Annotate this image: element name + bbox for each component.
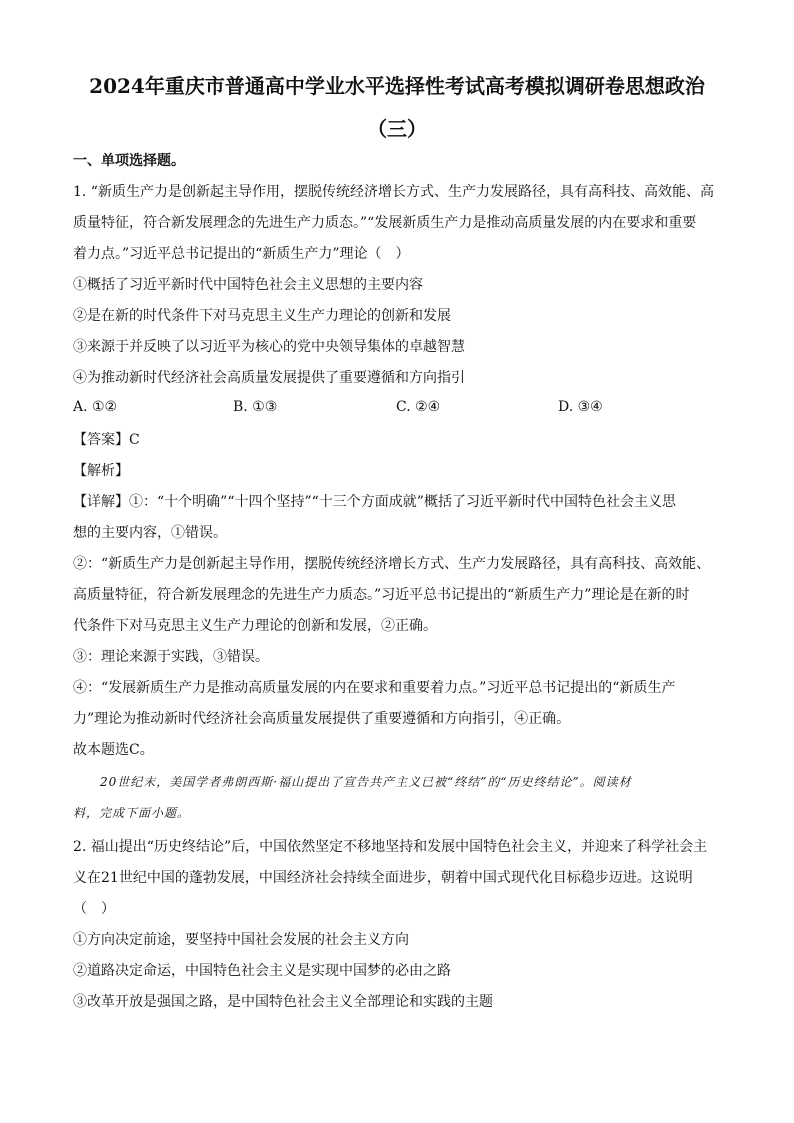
q1-explanation-line: 故本题选C。 xyxy=(73,742,154,758)
q1-stem-line: 着力点。”习近平总书记提出的“新质生产力”理论（ ） xyxy=(73,246,410,262)
q1-statement: ②是在新的时代条件下对马克思主义生产力理论的创新和发展 xyxy=(73,308,451,324)
q2-stem-line: 义在21世纪中国的蓬勃发展，中国经济社会持续全面进步，朝着中国式现代化目标稳步迈进。这说明 xyxy=(73,870,693,886)
q1-option-c: C. ②④ xyxy=(396,399,441,415)
q1-statement: ①概括了习近平新时代中国特色社会主义思想的主要内容 xyxy=(73,277,423,293)
q2-statement: ②道路决定命运，中国特色社会主义是实现中国梦的必由之路 xyxy=(73,963,451,979)
q1-option-d: D. ③④ xyxy=(558,399,603,415)
q1-stem-line: 1. “新质生产力是创新起主导作用，摆脱传统经济增长方式、生产力发展路径，具有高科技、高效能、高 xyxy=(73,184,714,200)
q1-explanation-line: 力”理论为推动新时代经济社会高质量发展提供了重要遵循和方向指引，④正确。 xyxy=(73,711,571,727)
q2-statement: ③改革开放是强国之路，是中国特色社会主义全部理论和实践的主题 xyxy=(73,994,493,1010)
q1-statement: ④为推动新时代经济社会高质量发展提供了重要遵循和方向指引 xyxy=(73,370,465,386)
q1-answer: 【答案】C xyxy=(73,432,140,448)
q1-explanation-line: 高质量特征，符合新发展理念的先进生产力质态。”习近平总书记提出的“新质生产力”理论是在新的时 xyxy=(73,587,690,603)
q2-stem-line: 2. 福山提出“历史终结论”后，中国依然坚定不移地坚持和发展中国特色社会主义，并迎来了科学社会主 xyxy=(73,839,708,855)
q1-explanation-line: ④：“发展新质生产力是推动高质量发展的内在要求和重要着力点。”习近平总书记提出的“新质生产 xyxy=(73,680,676,696)
section-heading: 一、单项选择题。 xyxy=(73,153,185,169)
q2-statement: ①方向决定前途，要坚持中国社会发展的社会主义方向 xyxy=(73,932,409,948)
material-line: 20世纪末，美国学者弗朗西斯·福山提出了宣告共产主义已被“终结”的“历史终结论”。阅读材 xyxy=(100,775,632,789)
material-line: 料，完成下面小题。 xyxy=(73,806,191,820)
q1-analysis-label: 【解析】 xyxy=(73,463,129,479)
q1-explanation-line: 想的主要内容，①错误。 xyxy=(73,525,227,541)
q1-statement: ③来源于并反映了以习近平为核心的党中央领导集体的卓越智慧 xyxy=(73,339,465,355)
q1-explanation-line: 代条件下对马克思主义生产力理论的创新和发展，②正确。 xyxy=(73,618,437,634)
q1-option-b: B. ①③ xyxy=(233,399,278,415)
q1-stem-line: 质量特征，符合新发展理念的先进生产力质态。”“发展新质生产力是推动高质量发展的内在要求和重要 xyxy=(73,215,697,231)
q1-explanation-line: ②：“新质生产力是创新起主导作用，摆脱传统经济增长方式、生产力发展路径，具有高科技、高效能、 xyxy=(73,556,711,572)
q1-option-a: A. ①② xyxy=(73,399,118,415)
q2-stem-line: （ ） xyxy=(73,901,115,917)
page-title: 2024年重庆市普通高中学业水平选择性考试高考模拟调研卷思想政治 xyxy=(89,74,705,98)
page-subtitle: （三） xyxy=(367,117,427,141)
q1-explanation-line: ③：理论来源于实践，③错误。 xyxy=(73,649,269,665)
q1-explanation-line: 【详解】①：“十个明确”“十四个坚持”“十三个方面成就”概括了习近平新时代中国特色社会主义思 xyxy=(73,494,676,510)
